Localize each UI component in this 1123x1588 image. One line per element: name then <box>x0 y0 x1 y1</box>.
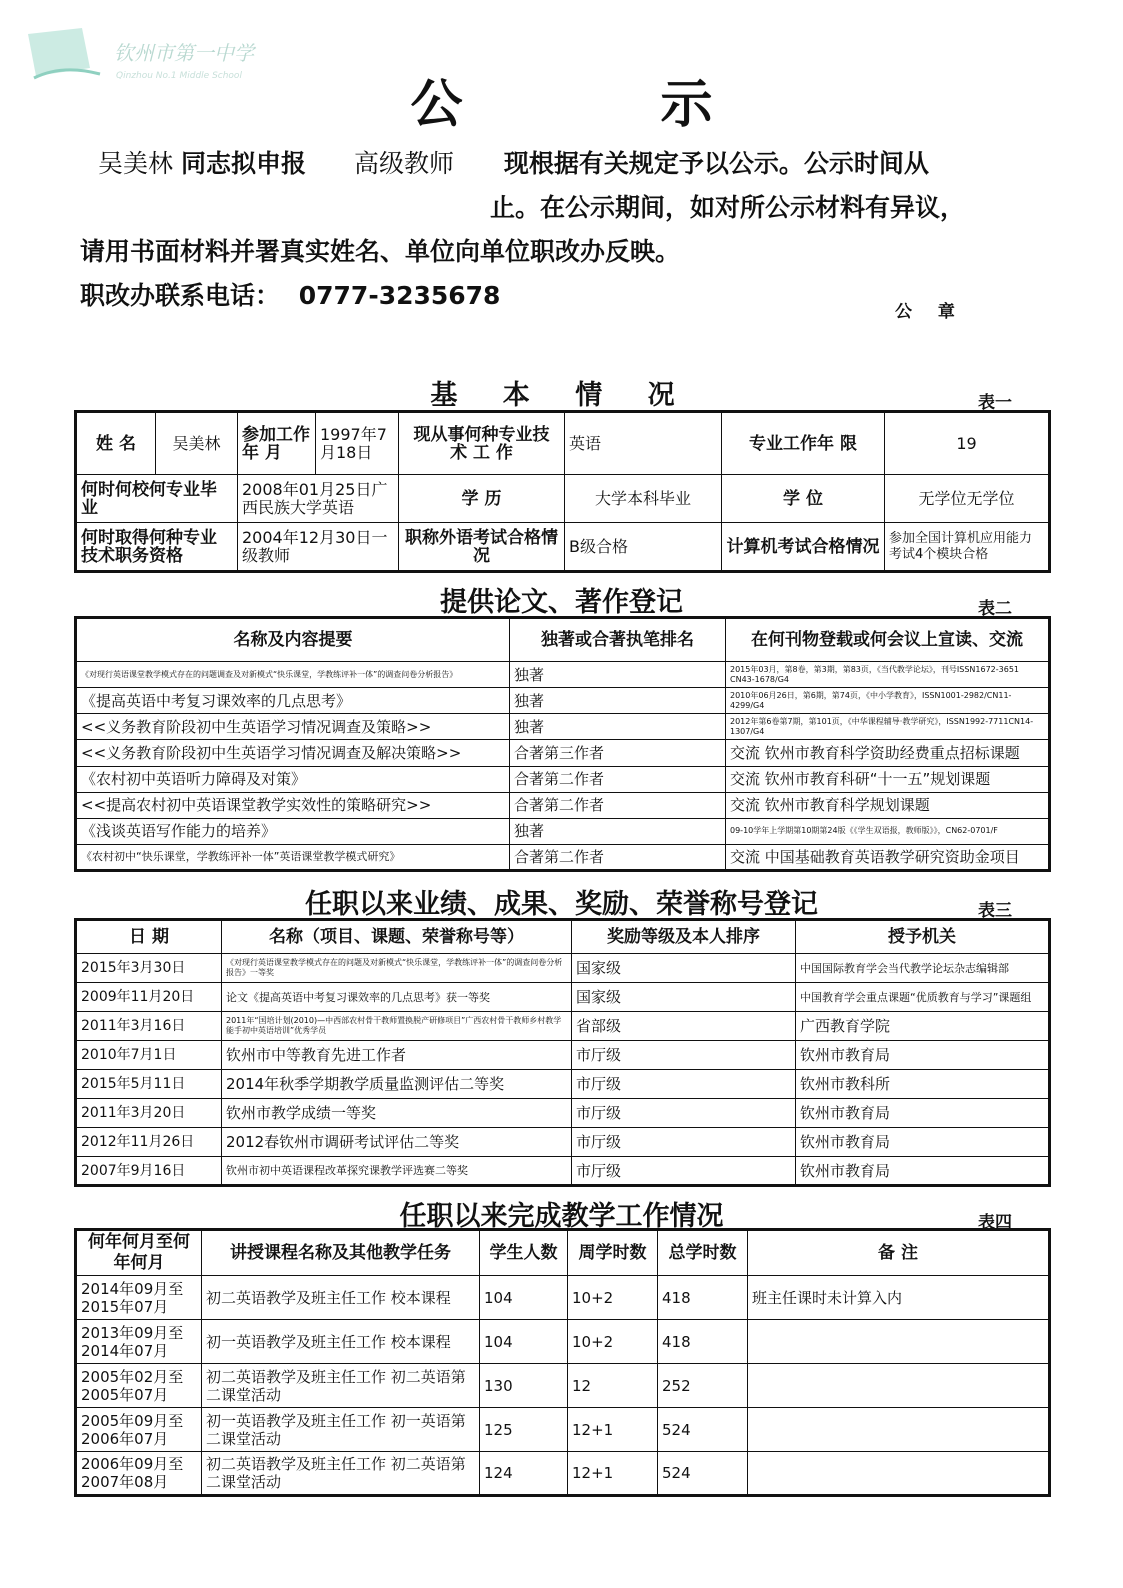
teaching-course: 初二英语教学及班主任工作 校本课程 <box>202 1276 480 1320</box>
award-name: 《对现行英语课堂教学模式存在的问题及对新模式“快乐课堂，学教练评补一体”的调查问卷分析报告》一等奖 <box>222 954 572 983</box>
table-row <box>76 1012 1050 1041</box>
teaching-weekly-hours: 12 <box>568 1364 658 1408</box>
paper-author-rank: 合著第二作者 <box>510 792 726 818</box>
table-row <box>76 766 1050 792</box>
section-title-papers: 提供论文、著作登记 <box>440 587 683 618</box>
papers-header-publication: 在何刊物登载或何会议上宣读、交流 <box>726 618 1050 662</box>
paper-publication: 交流 中国基础教育英语教学研究资助金项目 <box>726 844 1050 870</box>
teaching-total-hours: 252 <box>658 1364 748 1408</box>
paper-publication: 2010年06月26日，第6期，第74页，《中小学教育》，ISSN1001-2982/CN11-4299/G4 <box>726 688 1050 714</box>
teaching-period: 2006年09月至2007年08月 <box>76 1452 202 1496</box>
table-row <box>76 688 1050 714</box>
teaching-note <box>748 1364 1050 1408</box>
qualification-label: 何时取得何种专业技术职务资格 <box>76 523 238 572</box>
major-value: 英语 <box>565 412 722 475</box>
paper-author-rank: 合著第二作者 <box>510 844 726 870</box>
table-row <box>76 740 1050 766</box>
paper-title: <<提高农村初中英语课堂教学实效性的策略研究>> <box>76 792 510 818</box>
teaching-course: 初一英语教学及班主任工作 初一英语第二课堂活动 <box>202 1408 480 1452</box>
paper-publication: 交流 钦州市教育科学资助经费重点招标课题 <box>726 740 1050 766</box>
years-label: 专业工作年 限 <box>722 412 885 475</box>
paper-author-rank: 合著第三作者 <box>510 740 726 766</box>
award-date: 2011年3月20日 <box>76 1099 222 1128</box>
paper-author-rank: 独著 <box>510 688 726 714</box>
table-row <box>76 1070 1050 1099</box>
award-date: 2012年11月26日 <box>76 1128 222 1157</box>
paper-publication: 2015年03月，第8卷，第3期，第83页，《当代教学论坛》，刊号ISSN1672-3651 CN43-1678/G4 <box>726 662 1050 688</box>
table-row <box>76 1320 1050 1364</box>
teaching-total-hours: 418 <box>658 1276 748 1320</box>
notice-text: 吴美林 同志拟申报 高级教师 现根据有关规定予以公示。公示时间从 止。在公示期间，如对所公示材料有异议， 请用书面材料并署真实姓名、单位向单位职改办反映。 职改办联系电话： 0777-3235678 <box>80 149 966 310</box>
table-row <box>76 1276 1050 1320</box>
applicant-name: 吴美林 <box>98 149 174 178</box>
table-row <box>76 714 1050 740</box>
teaching-header-students: 学生人数 <box>480 1230 568 1276</box>
table-row <box>76 1157 1050 1186</box>
teaching-table <box>74 1228 1051 1497</box>
table-number-1: 表一 <box>978 393 1012 413</box>
awards-header-date: 日 期 <box>76 920 222 954</box>
paper-publication: 交流 钦州市教育科研“十一五”规划课题 <box>726 766 1050 792</box>
language-exam-label: 职称外语考试合格情况 <box>399 523 565 572</box>
paper-title: 《农村初中英语听力障碍及对策》 <box>76 766 510 792</box>
paper-title: <<义务教育阶段初中生英语学习情况调查及解决策略>> <box>76 740 510 766</box>
award-organization: 钦州市教育局 <box>796 1099 1050 1128</box>
logo-text: 钦州市第一中学 <box>114 41 254 65</box>
teaching-course: 初二英语教学及班主任工作 初二英语第二课堂活动 <box>202 1364 480 1408</box>
paper-title: 《提高英语中考复习课效率的几点思考》 <box>76 688 510 714</box>
paper-author-rank: 合著第二作者 <box>510 766 726 792</box>
award-date: 2007年9月16日 <box>76 1157 222 1186</box>
teaching-header-period: 何年何月至何年何月 <box>76 1230 202 1276</box>
award-name: 2012春钦州市调研考试评估二等奖 <box>222 1128 572 1157</box>
awards-header-name: 名称（项目、课题、荣誉称号等） <box>222 920 572 954</box>
teaching-header-course: 讲授课程名称及其他教学任务 <box>202 1230 480 1276</box>
paper-publication: 交流 钦州市教育科学规划课题 <box>726 792 1050 818</box>
papers-header-title: 名称及内容提要 <box>76 618 510 662</box>
table-row <box>76 1041 1050 1070</box>
official-seal-label: 公 章 <box>895 302 955 322</box>
teaching-note <box>748 1320 1050 1364</box>
page-title: 公 示 <box>410 74 803 135</box>
teaching-header-total: 总学时数 <box>658 1230 748 1276</box>
award-level: 市厅级 <box>572 1070 796 1099</box>
table-row <box>76 1128 1050 1157</box>
award-name: 2014年秋季学期教学质量监测评估二等奖 <box>222 1070 572 1099</box>
teaching-students: 104 <box>480 1320 568 1364</box>
degree-label: 学 位 <box>722 475 885 523</box>
teaching-period: 2014年09月至2015年07月 <box>76 1276 202 1320</box>
award-date: 2011年3月16日 <box>76 1012 222 1041</box>
award-organization: 钦州市教科所 <box>796 1070 1050 1099</box>
award-level: 市厅级 <box>572 1041 796 1070</box>
award-level: 市厅级 <box>572 1128 796 1157</box>
table-row <box>76 1364 1050 1408</box>
teaching-period: 2005年09月至2006年07月 <box>76 1408 202 1452</box>
award-date: 2015年5月11日 <box>76 1070 222 1099</box>
teaching-course: 初一英语教学及班主任工作 校本课程 <box>202 1320 480 1364</box>
papers-table <box>74 616 1051 872</box>
table-number-4: 表四 <box>978 1213 1012 1233</box>
teaching-students: 130 <box>480 1364 568 1408</box>
teaching-weekly-hours: 10+2 <box>568 1276 658 1320</box>
table-number-2: 表二 <box>978 599 1012 619</box>
education-value: 大学本科毕业 <box>565 475 722 523</box>
teaching-period: 2005年02月至2005年07月 <box>76 1364 202 1408</box>
paper-title: 《浅谈英语写作能力的培养》 <box>76 818 510 844</box>
awards-header-level: 奖励等级及本人排序 <box>572 920 796 954</box>
award-organization: 钦州市教育局 <box>796 1041 1050 1070</box>
education-label: 学 历 <box>399 475 565 523</box>
award-date: 2009年11月20日 <box>76 983 222 1012</box>
table-row <box>76 818 1050 844</box>
award-organization: 钦州市教育局 <box>796 1128 1050 1157</box>
teaching-header-weekly: 周学时数 <box>568 1230 658 1276</box>
section-title-teaching: 任职以来完成教学工作情况 <box>399 1201 724 1232</box>
award-level: 国家级 <box>572 983 796 1012</box>
awards-header-org: 授予机关 <box>796 920 1050 954</box>
basic-info-table <box>74 410 1051 573</box>
table-row <box>76 954 1050 983</box>
award-organization: 中国教育学会重点课题“优质教育与学习”课题组 <box>796 983 1050 1012</box>
table-row <box>76 1408 1050 1452</box>
papers-header-author: 独著或合著执笔排名 <box>510 618 726 662</box>
award-level: 国家级 <box>572 954 796 983</box>
table-row <box>76 1099 1050 1128</box>
teaching-header-note: 备 注 <box>748 1230 1050 1276</box>
award-name: 钦州市中等教育先进工作者 <box>222 1041 572 1070</box>
teaching-students: 124 <box>480 1452 568 1496</box>
teaching-note <box>748 1452 1050 1496</box>
work-start-label: 参加工作年 月 <box>238 412 316 475</box>
applied-rank: 高级教师 <box>353 149 454 178</box>
name-value: 吴美林 <box>156 412 238 475</box>
award-level: 省部级 <box>572 1012 796 1041</box>
teaching-total-hours: 524 <box>658 1452 748 1496</box>
major-label: 现从事何种专业技 术 工 作 <box>399 412 565 475</box>
name-label: 姓 名 <box>76 412 156 475</box>
teaching-note <box>748 1408 1050 1452</box>
teaching-weekly-hours: 12+1 <box>568 1452 658 1496</box>
section-title-basic: 基 本 情 况 <box>430 380 693 411</box>
paper-title: 《农村初中“快乐课堂，学教练评补一体”英语课堂教学模式研究》 <box>76 844 510 870</box>
teaching-total-hours: 418 <box>658 1320 748 1364</box>
paper-publication: 2012年第6卷第7期，第101页，《中华课程辅导·教学研究》，ISSN1992-7711CN14-1307/G4 <box>726 714 1050 740</box>
teaching-students: 125 <box>480 1408 568 1452</box>
section-title-awards: 任职以来业绩、成果、奖励、荣誉称号登记 <box>305 889 818 920</box>
teaching-students: 104 <box>480 1276 568 1320</box>
table-row <box>76 662 1050 688</box>
qualification-value: 2004年12月30日一级教师 <box>238 523 399 572</box>
award-date: 2015年3月30日 <box>76 954 222 983</box>
paper-author-rank: 独著 <box>510 818 726 844</box>
award-name: 钦州市教学成绩一等奖 <box>222 1099 572 1128</box>
teaching-period: 2013年09月至2014年07月 <box>76 1320 202 1364</box>
work-start-value: 1997年7月18日 <box>316 412 399 475</box>
teaching-course: 初二英语教学及班主任工作 初二英语第二课堂活动 <box>202 1452 480 1496</box>
paper-title: 《对现行英语课堂教学模式存在的问题调查及对新模式“快乐课堂，学教练评补一体”的调查问卷分析报告》 <box>76 662 510 688</box>
award-name: 2011年“国培计划(2010)—中西部农村骨干教师置换脱产研修项目”广西农村骨干教师乡村教学能手初中英语培训”优秀学员 <box>222 1012 572 1041</box>
contact-phone: 0777-3235678 <box>298 281 501 310</box>
award-date: 2010年7月1日 <box>76 1041 222 1070</box>
teaching-total-hours: 524 <box>658 1408 748 1452</box>
award-name: 论文《提高英语中考复习课效率的几点思考》获一等奖 <box>222 983 572 1012</box>
computer-exam-value: 参加全国计算机应用能力考试4个模块合格 <box>885 523 1050 572</box>
award-organization: 钦州市教育局 <box>796 1157 1050 1186</box>
teaching-weekly-hours: 12+1 <box>568 1408 658 1452</box>
paper-title: <<义务教育阶段初中生英语学习情况调查及策略>> <box>76 714 510 740</box>
award-level: 市厅级 <box>572 1099 796 1128</box>
degree-value: 无学位无学位 <box>885 475 1050 523</box>
years-value: 19 <box>885 412 1050 475</box>
table-row <box>76 792 1050 818</box>
teaching-note: 班主任课时未计算入内 <box>748 1276 1050 1320</box>
logo-subtext: Qinzhou No.1 Middle School <box>116 71 242 81</box>
awards-table <box>74 918 1051 1187</box>
paper-publication: 09-10学年上学期第10期第24版《《学生双语报，教师版》》，CN62-0701/F <box>726 818 1050 844</box>
award-organization: 广西教育学院 <box>796 1012 1050 1041</box>
award-organization: 中国国际教育学会当代教学论坛杂志编辑部 <box>796 954 1050 983</box>
table-row <box>76 983 1050 1012</box>
table-number-3: 表三 <box>978 901 1012 921</box>
graduation-value: 2008年01月25日广西民族大学英语 <box>238 475 399 523</box>
award-name: 钦州市初中英语课程改革探究课教学评选赛二等奖 <box>222 1157 572 1186</box>
table-row <box>76 1452 1050 1496</box>
teaching-weekly-hours: 10+2 <box>568 1320 658 1364</box>
table-row <box>76 844 1050 870</box>
paper-author-rank: 独著 <box>510 714 726 740</box>
computer-exam-label: 计算机考试合格情况 <box>722 523 885 572</box>
paper-author-rank: 独著 <box>510 662 726 688</box>
award-level: 市厅级 <box>572 1157 796 1186</box>
language-exam-value: B级合格 <box>565 523 722 572</box>
graduation-label: 何时何校何专业毕 业 <box>76 475 238 523</box>
